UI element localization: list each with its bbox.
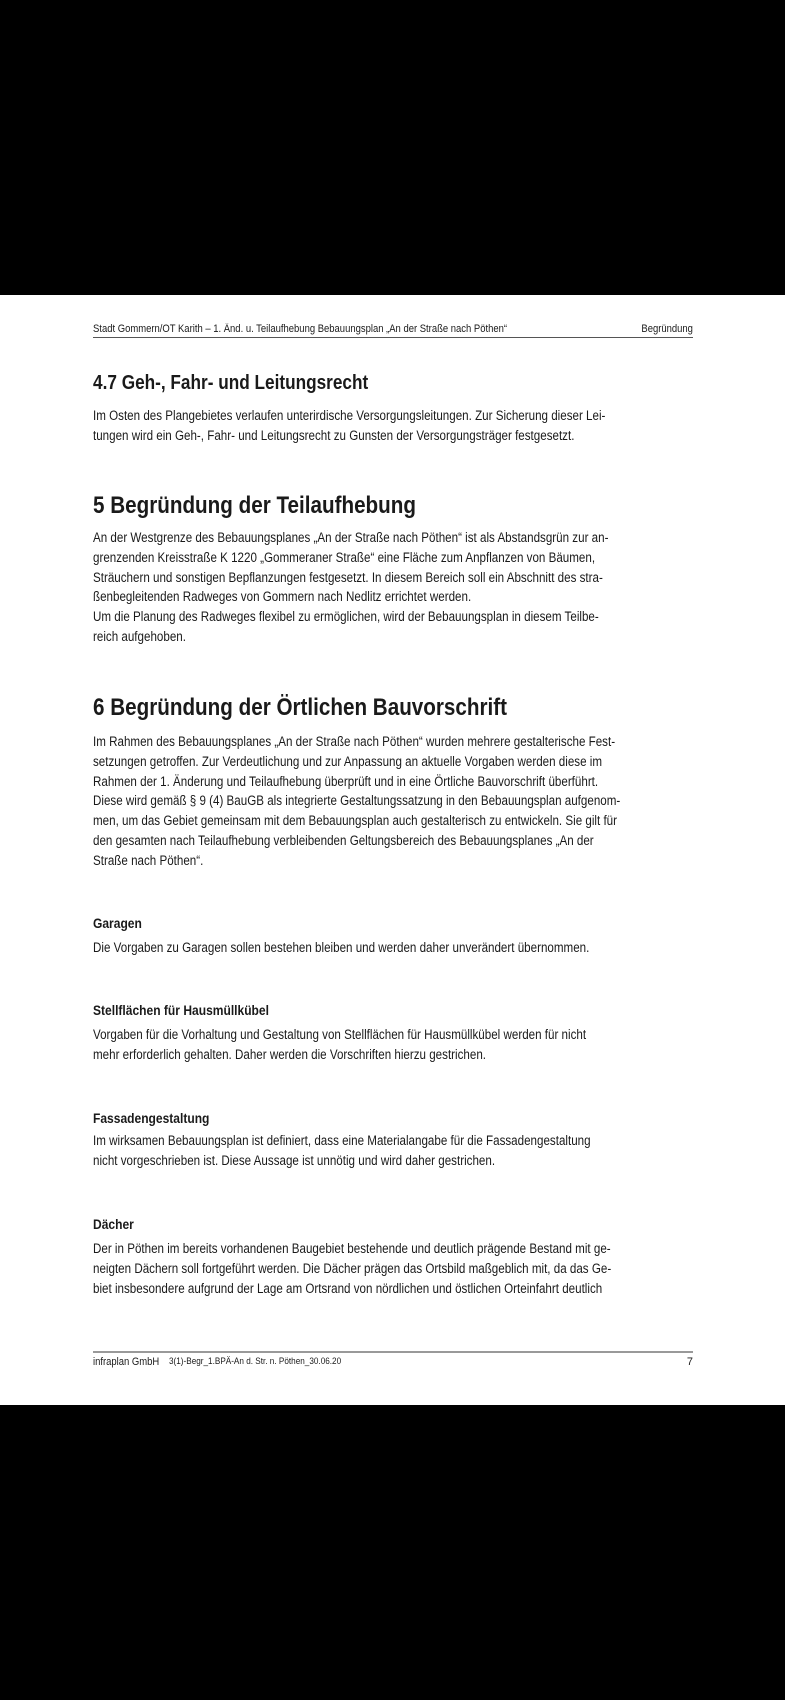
- header-title: Stadt Gommern/OT Karith – 1. Änd. u. Teilaufhebung Bebauungsplan „An der Straße nach Pöthen“: [93, 323, 508, 335]
- document-page: [0, 295, 785, 1405]
- page-header: [93, 322, 693, 336]
- paragraph-5: [93, 528, 692, 647]
- text-line: Dächer: [93, 1216, 134, 1232]
- text-line: neigten Dächern soll fortgeführt werden. Die Dächer prägen das Ortsbild maßgeblich mit, da das Ge-: [93, 1260, 612, 1276]
- paragraph-fassadengestaltung: [93, 1131, 672, 1171]
- page-number: 7: [686, 1356, 693, 1368]
- heading-5: [93, 492, 469, 520]
- text-line: biet insbesondere aufgrund der Lage am Ortsrand von nördlichen und östlichen Orteinfahrt deutlich: [93, 1280, 603, 1296]
- text-line: Diese wird gemäß § 9 (4) BauGB als integrierte Gestaltungssatzung in den Bebauungsplan aufgenom-: [93, 793, 621, 809]
- text-line: Fassadengestaltung: [93, 1110, 210, 1126]
- heading-stellflaechen: [93, 1001, 298, 1019]
- text-line: Um die Planung des Radweges flexibel zu ermöglichen, wird der Bebauungsplan in diesem Teilbe-: [93, 609, 599, 625]
- text-line: Sträuchern und sonstigen Bepflanzungen festgesetzt. In diesem Bereich soll ein Abschnitt des stra-: [93, 569, 603, 585]
- text-line: ßenbegleitenden Radweges von Gommern nach Nedlitz errichtet werden.: [93, 589, 472, 605]
- heading-fassadengestaltung: [93, 1109, 228, 1127]
- text-line: nicht vorgeschrieben ist. Diese Aussage ist unnötig und wird daher gestrichen.: [93, 1152, 496, 1168]
- header-rule: [93, 337, 693, 338]
- footer-company: infraplan GmbH: [93, 1356, 160, 1368]
- heading-garagen: [93, 914, 150, 932]
- text-line: Der in Pöthen im bereits vorhandenen Baugebiet bestehende und deutlich prägende Bestand mit ge-: [93, 1241, 611, 1256]
- heading-daecher: [93, 1215, 140, 1233]
- text-line: setzungen getroffen. Zur Verdeutlichung und zur Anpassung an aktuelle Vorgaben werden diese im: [93, 753, 603, 769]
- text-line: Die Vorgaben zu Garagen sollen bestehen bleiben und werden daher unverändert übernommen.: [93, 940, 590, 955]
- paragraph-6: [93, 732, 706, 871]
- text-line: 5 Begründung der Teilaufhebung: [93, 492, 416, 519]
- text-line: Im wirksamen Bebauungsplan ist definiert, dass eine Materialangabe für die Fassadengestaltung: [93, 1133, 591, 1148]
- text-line: Straße nach Pöthen“.: [93, 852, 204, 868]
- heading-6: [93, 694, 574, 722]
- text-line: Stellflächen für Hausmüllkübel: [93, 1002, 269, 1018]
- page-footer: [93, 1355, 693, 1369]
- footer-rule: [93, 1351, 693, 1353]
- paragraph-stellflaechen: [93, 1025, 666, 1065]
- text-line: reich aufgehoben.: [93, 628, 186, 644]
- paragraph-garagen: [93, 938, 670, 958]
- text-line: Im Osten des Plangebietes verlaufen unterirdische Versorgungsleitungen. Zur Sicherung dieser Lei-: [93, 408, 606, 423]
- text-line: den gesamten nach Teilaufhebung verbleibenden Geltungsbereich des Bebauungsplanes „An der: [93, 832, 594, 848]
- text-line: men, um das Gebiet gemeinsam mit dem Bebauungsplan auch gestalterisch zu entwickeln. Sie gilt für: [93, 813, 618, 829]
- footer-filename: 3(1)-Begr_1.BPÄ-An d. Str. n. Pöthen_30.06.20: [169, 1356, 342, 1367]
- paragraph-4-7: [93, 406, 689, 446]
- text-line: Garagen: [93, 915, 142, 931]
- text-line: Rahmen der 1. Änderung und Teilaufhebung überprüft und in eine Örtliche Bauvorschrift überführt.: [93, 773, 599, 789]
- text-line: tungen wird ein Geh-, Fahr- und Leitungsrecht zu Gunsten der Versorgungsträger festgesetzt.: [93, 427, 575, 443]
- text-line: An der Westgrenze des Bebauungsplanes „An der Straße nach Pöthen“ ist als Abstandsgrün zur an-: [93, 530, 609, 545]
- text-line: grenzenden Kreisstraße K 1220 „Gommeraner Straße“ eine Fläche zum Anpflanzen von Bäumen,: [93, 549, 596, 565]
- text-line: 6 Begründung der Örtlichen Bauvorschrift: [93, 694, 508, 721]
- text-line: Vorgaben für die Vorhaltung und Gestaltung von Stellflächen für Hausmüllkübel werden für nicht: [93, 1027, 587, 1042]
- paragraph-daecher: [93, 1239, 696, 1298]
- header-section: Begründung: [641, 323, 693, 335]
- text-line: Im Rahmen des Bebauungsplanes „An der Straße nach Pöthen“ wurden mehrere gestalterische Fest-: [93, 734, 616, 749]
- text-line: 4.7 Geh-, Fahr- und Leitungsrecht: [93, 372, 369, 394]
- text-line: mehr erforderlich gehalten. Daher werden die Vorschriften hierzu gestrichen.: [93, 1046, 487, 1062]
- heading-4-7: [93, 371, 413, 395]
